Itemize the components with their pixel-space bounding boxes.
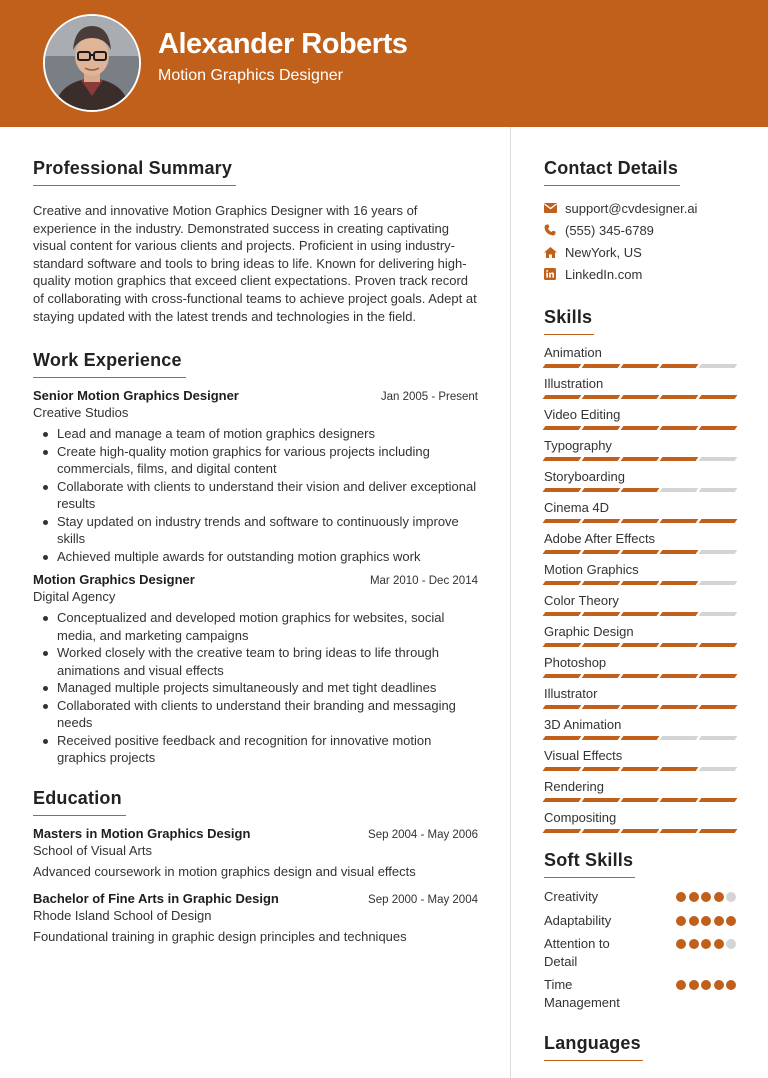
skill-level-segment — [621, 612, 660, 616]
soft-skill-item — [544, 912, 736, 930]
skill-level-segment — [699, 426, 738, 430]
skill-level-segment — [582, 395, 621, 399]
skill-level-segment — [543, 612, 582, 616]
skill-level-segment — [699, 798, 738, 802]
skill-level-segment — [660, 736, 699, 740]
skill-level-bar — [544, 364, 736, 369]
skill-level-segment — [543, 736, 582, 740]
skill-level-bar — [544, 674, 736, 679]
skill-level-segment — [621, 798, 660, 802]
skill-name: Typography — [544, 438, 612, 453]
skill-level-bar — [544, 395, 736, 400]
skill-level-segment — [621, 643, 660, 647]
skill-level-segment — [699, 705, 738, 709]
skill-name: Video Editing — [544, 407, 621, 422]
skill-level-segment — [582, 426, 621, 430]
skill-item — [544, 560, 736, 586]
rating-dot — [726, 892, 736, 902]
skill-level-segment — [699, 674, 738, 678]
skill-level-segment — [621, 829, 660, 833]
skill-level-segment — [582, 674, 621, 678]
soft-skill-name: Creativity — [544, 889, 599, 904]
rating-dot — [676, 980, 686, 990]
skill-level-segment — [582, 798, 621, 802]
skill-item — [544, 684, 736, 710]
skill-level-segment — [621, 736, 660, 740]
rating-dot — [714, 939, 724, 949]
profile-photo — [43, 14, 141, 112]
skill-level-bar — [544, 488, 736, 493]
skill-level-segment — [660, 643, 699, 647]
skill-level-segment — [699, 395, 738, 399]
skill-level-segment — [621, 674, 660, 678]
rating-dot — [714, 980, 724, 990]
job-bullet: Collaborate with clients to understand their vision and deliver exceptional results — [33, 478, 478, 513]
soft-skill-item — [544, 976, 736, 1011]
skill-name: Storyboarding — [544, 469, 625, 484]
skill-level-segment — [621, 395, 660, 399]
job-bullet: Achieved multiple awards for outstanding motion graphics work — [33, 548, 478, 566]
skill-level-segment — [582, 767, 621, 771]
skill-level-segment — [582, 643, 621, 647]
contact-email[interactable] — [544, 197, 736, 219]
skill-name: Cinema 4D — [544, 500, 610, 515]
summary-heading: Professional Summary — [33, 158, 236, 186]
skill-level-bar — [544, 550, 736, 555]
skill-name: Photoshop — [544, 655, 607, 670]
skill-level-segment — [543, 395, 582, 399]
skill-level-segment — [660, 581, 699, 585]
skill-name: Rendering — [544, 779, 604, 794]
contact-linkedin-text: LinkedIn.com — [565, 266, 643, 282]
resume-header — [0, 0, 768, 127]
main-column — [33, 158, 478, 944]
education-dates: Sep 2000 - May 2004 — [368, 893, 478, 906]
skill-level-segment — [621, 705, 660, 709]
skill-level-segment — [699, 488, 738, 492]
candidate-name: Alexander Roberts — [158, 28, 408, 60]
skill-level-segment — [543, 705, 582, 709]
languages-heading: Languages — [544, 1033, 643, 1061]
skill-name: Color Theory — [544, 593, 619, 608]
skill-level-segment — [621, 426, 660, 430]
job-bullet: Worked closely with the creative team to bring ideas to life through animations and visual effects — [33, 644, 478, 679]
skill-item — [544, 498, 736, 524]
skill-level-segment — [621, 364, 660, 368]
skill-item — [544, 808, 736, 834]
soft-skill-name: Adaptability — [544, 912, 612, 928]
skill-level-segment — [582, 581, 621, 585]
skill-level-segment — [543, 643, 582, 647]
skill-level-segment — [621, 457, 660, 461]
skill-level-segment — [621, 581, 660, 585]
skill-level-segment — [582, 705, 621, 709]
job-bullet: Stay updated on industry trends and software to continuously improve skills — [33, 513, 478, 548]
skill-level-segment — [660, 798, 699, 802]
skill-level-segment — [543, 426, 582, 430]
rating-dot — [701, 916, 711, 926]
skill-level-bar — [544, 612, 736, 617]
skill-level-segment — [543, 674, 582, 678]
skill-level-segment — [699, 364, 738, 368]
skill-level-segment — [660, 829, 699, 833]
skill-level-segment — [699, 550, 738, 554]
skill-name: Adobe After Effects — [544, 531, 656, 546]
skill-level-bar — [544, 426, 736, 431]
job-bullet: Conceptualized and developed motion graphics for websites, social media, and marketing campaigns — [33, 609, 478, 644]
rating-dot — [714, 916, 724, 926]
phone-icon — [544, 224, 565, 236]
skill-level-segment — [582, 519, 621, 523]
job-entry — [33, 388, 478, 565]
skill-level-segment — [582, 488, 621, 492]
skill-item — [544, 746, 736, 772]
skill-level-segment — [543, 519, 582, 523]
rating-dot — [689, 892, 699, 902]
skill-level-segment — [543, 829, 582, 833]
rating-dot — [726, 939, 736, 949]
skill-level-segment — [699, 457, 738, 461]
education-description: Advanced coursework in motion graphics design and visual effects — [33, 863, 416, 879]
skill-level-bar — [544, 581, 736, 586]
contact-heading: Contact Details — [544, 158, 680, 186]
soft-skill-name: Attention to Detail — [544, 936, 610, 969]
job-title: Senior Motion Graphics Designer — [33, 388, 239, 404]
skill-level-segment — [660, 674, 699, 678]
degree-title: Masters in Motion Graphics Design — [33, 825, 251, 841]
skill-level-segment — [621, 488, 660, 492]
job-dates: Mar 2010 - Dec 2014 — [369, 575, 478, 588]
skill-level-segment — [543, 488, 582, 492]
skill-level-segment — [660, 767, 699, 771]
skill-item — [544, 715, 736, 741]
skills-heading: Skills — [544, 307, 594, 335]
rating-dot — [701, 892, 711, 902]
job-bullet: Managed multiple projects simultaneously and met tight deadlines — [33, 679, 478, 697]
soft-skill-name: Time Management — [544, 977, 620, 1010]
skill-level-segment — [582, 550, 621, 554]
soft-skill-rating — [676, 980, 736, 990]
rating-dot — [726, 980, 736, 990]
skill-level-segment — [543, 767, 582, 771]
skill-name: Motion Graphics — [544, 562, 639, 577]
experience-heading: Work Experience — [33, 350, 186, 378]
rating-dot — [701, 939, 711, 949]
linkedin-icon — [544, 268, 565, 280]
contact-linkedin[interactable] — [544, 263, 736, 285]
soft-skills-heading: Soft Skills — [544, 850, 635, 878]
job-bullet: Received positive feedback and recognition for innovative motion graphics projects — [33, 732, 478, 767]
skill-level-segment — [699, 736, 738, 740]
soft-skill-rating — [676, 892, 736, 902]
skill-level-segment — [699, 767, 738, 771]
skill-name: 3D Animation — [544, 717, 622, 732]
skill-item — [544, 529, 736, 555]
skill-name: Illustrator — [544, 686, 598, 701]
skill-level-segment — [699, 829, 738, 833]
education-entry — [33, 826, 478, 879]
degree-title: Bachelor of Fine Arts in Graphic Design — [33, 890, 279, 906]
skill-name: Animation — [544, 345, 602, 360]
job-company: Digital Agency — [33, 589, 116, 605]
rating-dot — [714, 892, 724, 902]
skill-level-segment — [543, 457, 582, 461]
skill-level-segment — [660, 612, 699, 616]
skill-item — [544, 467, 736, 493]
skill-name: Visual Effects — [544, 748, 623, 763]
skill-item — [544, 374, 736, 400]
skill-level-segment — [582, 364, 621, 368]
contact-phone-text: (555) 345-6789 — [565, 222, 654, 238]
skill-level-segment — [582, 736, 621, 740]
skill-level-segment — [660, 457, 699, 461]
skill-name: Graphic Design — [544, 624, 634, 639]
rating-dot — [689, 980, 699, 990]
skill-level-bar — [544, 705, 736, 710]
soft-skills-list — [544, 888, 736, 1011]
skill-level-bar — [544, 457, 736, 462]
skill-item — [544, 405, 736, 431]
skill-level-segment — [660, 550, 699, 554]
job-bullet: Collaborated with clients to understand their branding and messaging needs — [33, 697, 478, 732]
skill-level-segment — [621, 519, 660, 523]
job-dates: Jan 2005 - Present — [380, 391, 478, 404]
skill-level-segment — [660, 395, 699, 399]
summary-text: Creative and innovative Motion Graphics Designer with 16 years of experience in the industry. Demonstrated success in creating captivating visual content for various clients and projects. Proficient in using industry-standard software and tools to bring ideas to life. Known for delivering high-quality motion graphics that exceed client expectations. Proven track record of collaborating with cross-functional teams to achieve project goals. Adept at staying updated with the latest trends and technologies in the field. — [33, 203, 477, 324]
rating-dot — [689, 916, 699, 926]
skill-level-segment — [699, 643, 738, 647]
contact-email-text: support@cvdesigner.ai — [565, 200, 698, 216]
skill-name: Illustration — [544, 376, 604, 391]
skill-item — [544, 622, 736, 648]
skill-level-segment — [660, 519, 699, 523]
column-divider — [510, 127, 511, 1078]
skill-level-segment — [582, 829, 621, 833]
education-dates: Sep 2004 - May 2006 — [368, 828, 478, 841]
skill-level-segment — [621, 767, 660, 771]
skill-level-segment — [660, 488, 699, 492]
skill-level-bar — [544, 643, 736, 648]
contact-location — [544, 241, 736, 263]
skill-level-bar — [544, 829, 736, 834]
skill-item — [544, 777, 736, 803]
rating-dot — [701, 980, 711, 990]
job-bullet: Lead and manage a team of motion graphics designers — [33, 425, 478, 443]
skill-level-segment — [543, 798, 582, 802]
skill-level-bar — [544, 767, 736, 772]
contact-phone[interactable] — [544, 219, 736, 241]
rating-dot — [676, 892, 686, 902]
skill-level-bar — [544, 798, 736, 803]
rating-dot — [676, 939, 686, 949]
rating-dot — [726, 916, 736, 926]
skill-level-bar — [544, 519, 736, 524]
skill-item — [544, 436, 736, 462]
skill-level-segment — [660, 364, 699, 368]
sidebar-column — [544, 158, 736, 1061]
job-company: Creative Studios — [33, 405, 129, 421]
skill-item — [544, 653, 736, 679]
soft-skill-rating — [676, 916, 736, 926]
soft-skill-item — [544, 888, 736, 906]
skill-level-segment — [582, 457, 621, 461]
home-icon — [544, 247, 565, 258]
job-entry — [33, 572, 478, 767]
skill-level-segment — [621, 550, 660, 554]
skill-level-bar — [544, 736, 736, 741]
skill-level-segment — [660, 705, 699, 709]
education-heading: Education — [33, 788, 126, 816]
skill-level-segment — [699, 612, 738, 616]
rating-dot — [689, 939, 699, 949]
skill-name: Compositing — [544, 810, 617, 825]
skill-level-segment — [699, 519, 738, 523]
skill-level-segment — [660, 426, 699, 430]
school-name: Rhode Island School of Design — [33, 907, 212, 923]
education-description: Foundational training in graphic design principles and techniques — [33, 928, 407, 944]
envelope-icon — [544, 203, 565, 213]
education-entry — [33, 891, 478, 944]
rating-dot — [676, 916, 686, 926]
skill-item — [544, 343, 736, 369]
skill-level-segment — [699, 581, 738, 585]
skill-item — [544, 591, 736, 617]
candidate-role: Motion Graphics Designer — [158, 67, 343, 84]
skill-level-segment — [543, 364, 582, 368]
skill-level-segment — [582, 612, 621, 616]
contact-location-text: NewYork, US — [565, 244, 642, 260]
skill-level-segment — [543, 550, 582, 554]
contact-list — [544, 197, 736, 285]
job-bullet: Create high-quality motion graphics for various projects including commercials, films, and digital content — [33, 443, 478, 478]
skills-list — [544, 343, 736, 834]
soft-skill-item — [544, 935, 736, 970]
soft-skill-rating — [676, 939, 736, 949]
school-name: School of Visual Arts — [33, 842, 152, 858]
job-title: Motion Graphics Designer — [33, 572, 195, 588]
skill-level-segment — [543, 581, 582, 585]
